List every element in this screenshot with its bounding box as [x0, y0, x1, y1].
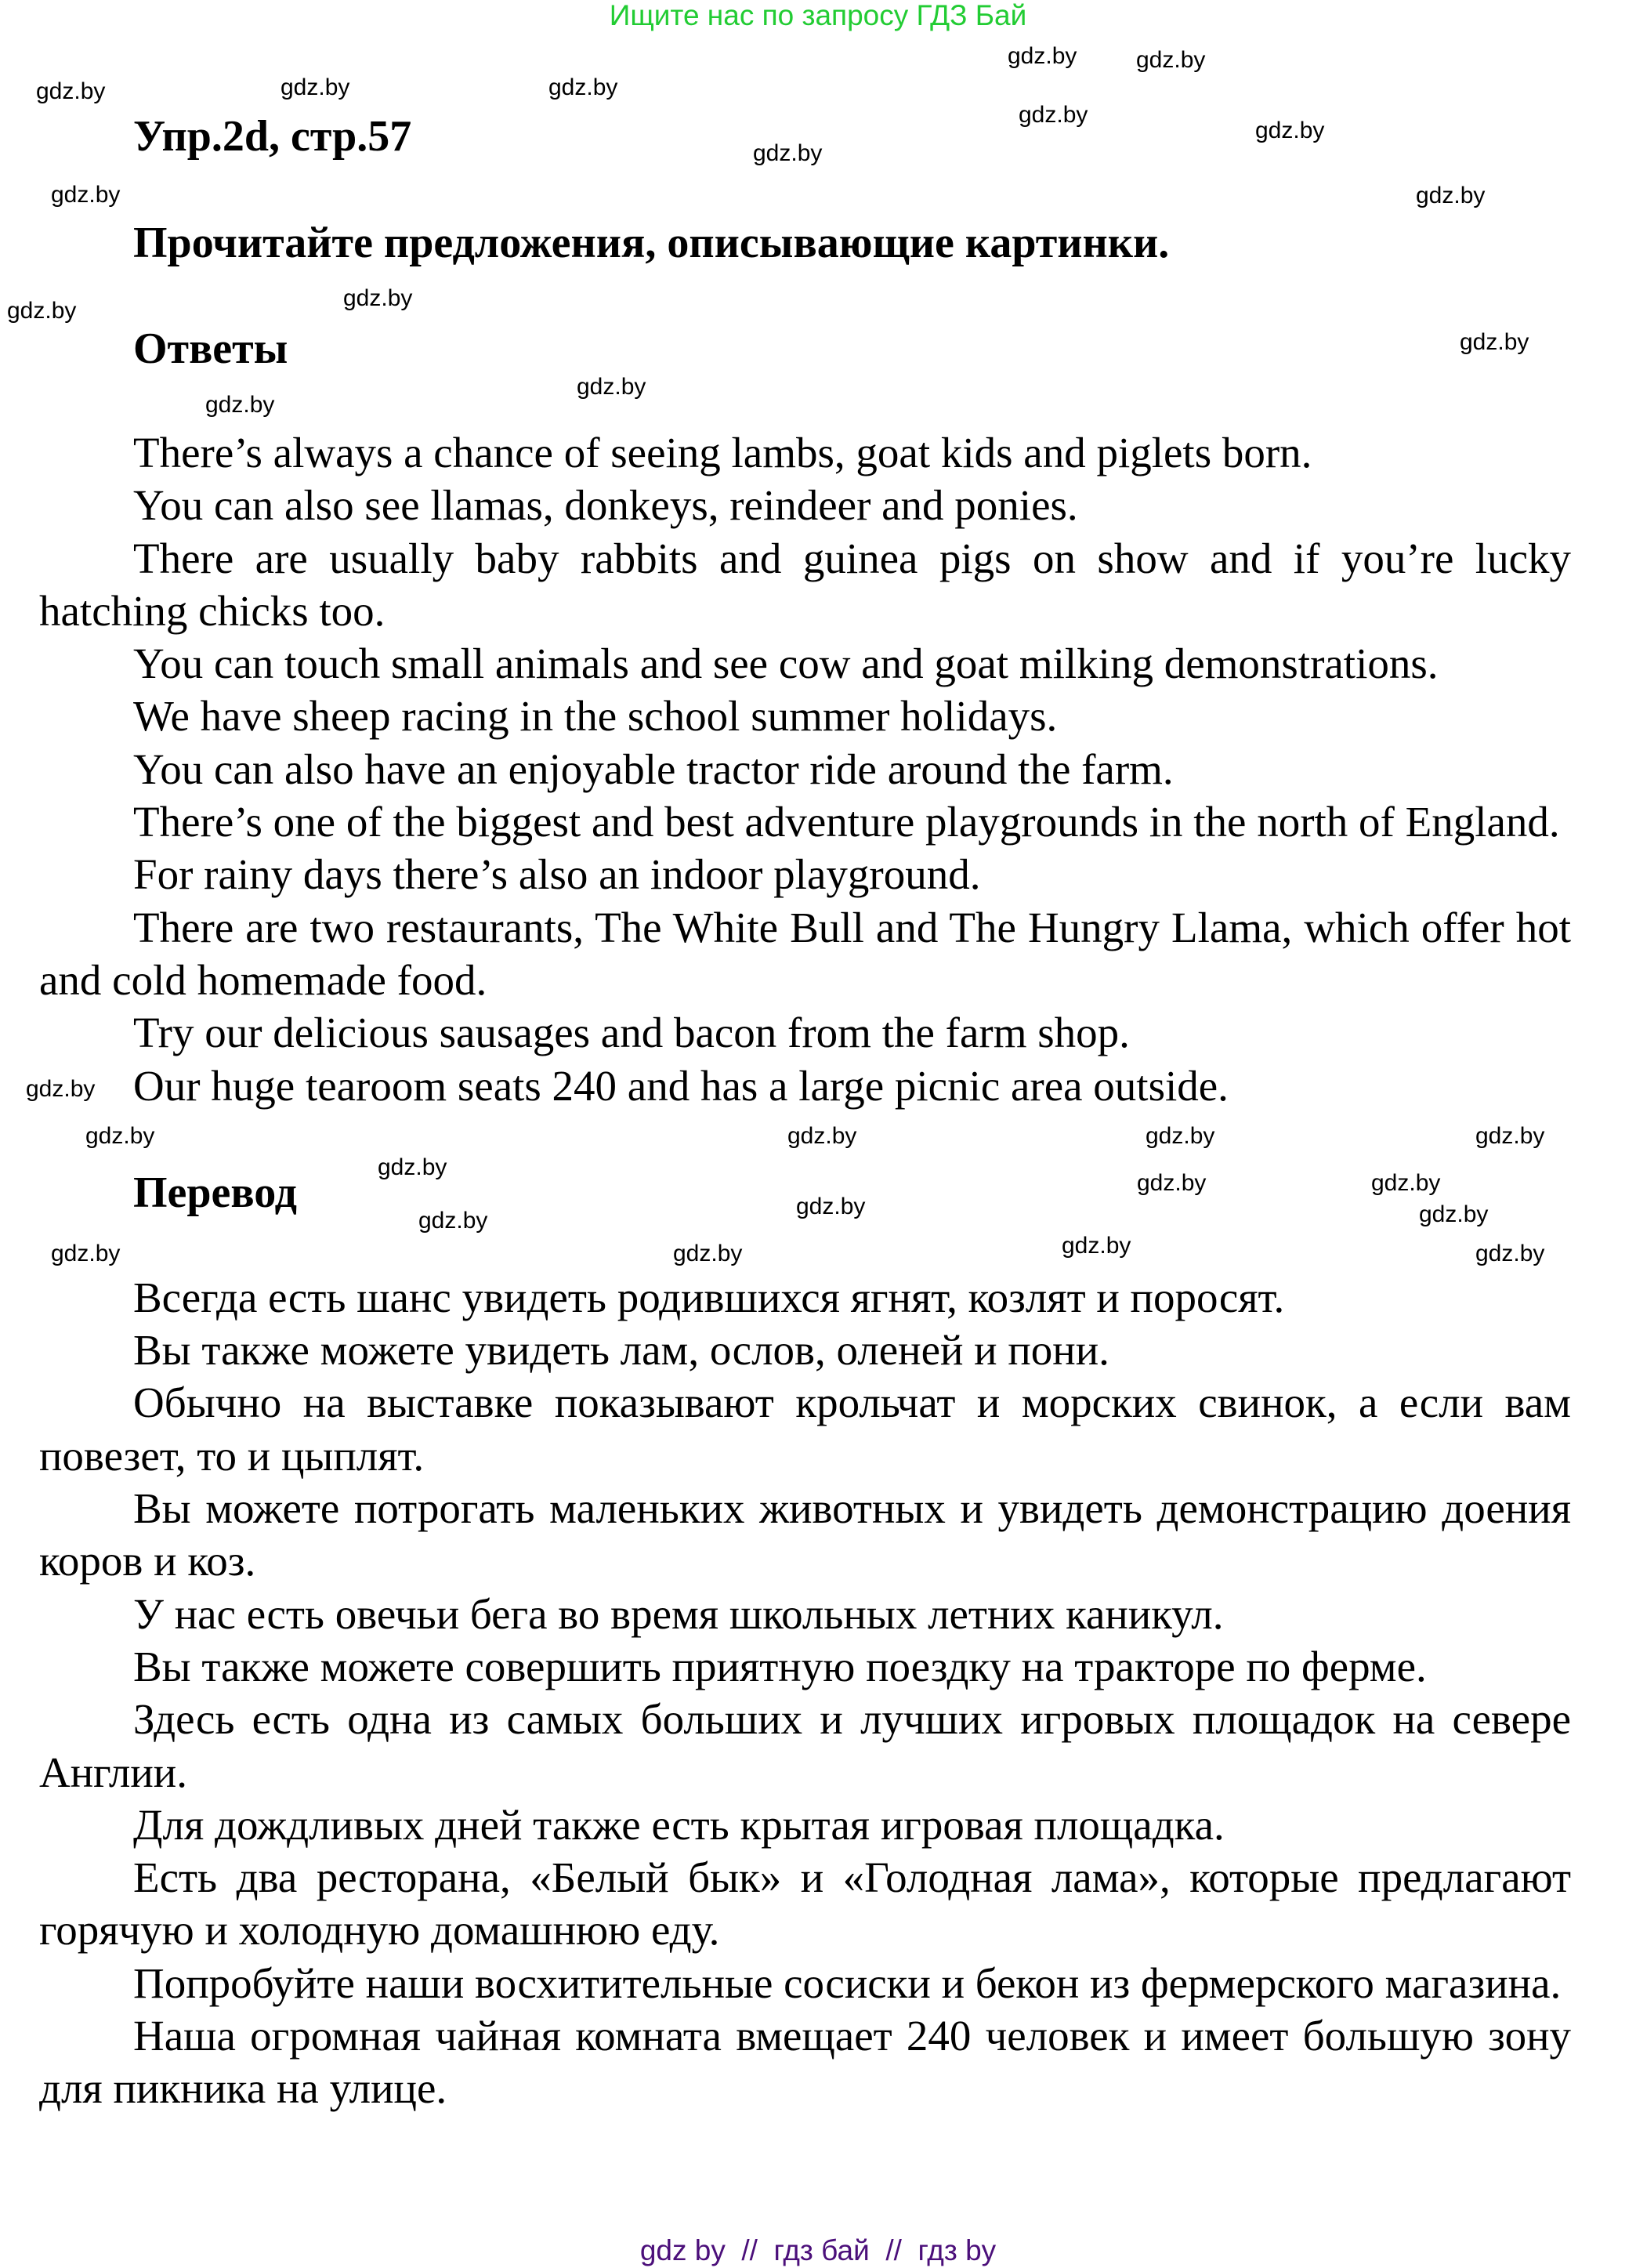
task-text: Прочитайте предложения, описывающие картинки.	[133, 219, 1170, 267]
watermark: gdz.by	[787, 1122, 857, 1149]
watermark: gdz.by	[51, 1240, 121, 1266]
translation-line: Есть два ресторана, «Белый бык» и «Голодная лама», которые предлагают горячую и холодную домашнюю еду.	[39, 1853, 1571, 1955]
translation-line: Наша огромная чайная комната вмещает 240 человек и имеет большую зону для пикника на улице.	[39, 2012, 1571, 2113]
watermark: gdz.by	[378, 1154, 447, 1180]
answers-heading: Ответы	[133, 324, 288, 373]
watermark: gdz.by	[1137, 1169, 1207, 1196]
translation-block	[39, 1271, 1571, 2115]
watermark: gdz.by	[51, 182, 121, 208]
answer-line: You can also see llamas, donkeys, reindeer and ponies.	[133, 481, 1078, 530]
answers-block	[39, 426, 1571, 1112]
watermark: gdz.by	[1475, 1122, 1545, 1149]
exercise-title: Упр.2d, стр.57	[133, 112, 412, 161]
content-flow	[0, 111, 1636, 2115]
watermark: gdz.by	[1146, 1122, 1215, 1149]
footer-links: gdz by // гдз бай // гдз by	[639, 2234, 997, 2266]
watermark: gdz.by	[26, 1075, 96, 1102]
answer-line: There’s one of the biggest and best adventure playgrounds in the north of England.	[133, 798, 1560, 846]
watermark: gdz.by	[1136, 47, 1206, 73]
answer-line: We have sheep racing in the school summer holidays.	[133, 692, 1058, 741]
watermark: gdz.by	[418, 1207, 488, 1234]
translation-heading: Перевод	[133, 1168, 297, 1217]
answer-line: There are two restaurants, The White Bull and The Hungry Llama, which offer hot and cold homemade food.	[39, 903, 1571, 1004]
answer-line: You can also have an enjoyable tractor ride around the farm.	[133, 745, 1174, 793]
watermark: gdz.by	[281, 74, 350, 100]
answer-line: You can touch small animals and see cow and goat milking demonstrations.	[133, 639, 1439, 688]
watermark: gdz.by	[1475, 1240, 1545, 1266]
watermark: gdz.by	[548, 74, 618, 100]
translation-line: Вы можете потрогать маленьких животных и увидеть демонстрацию доения коров и коз.	[39, 1484, 1571, 1585]
watermark: gdz.by	[205, 392, 275, 418]
answer-line: Our huge tearoom seats 240 and has a large picnic area outside.	[133, 1061, 1229, 1110]
translation-line: Здесь есть одна из самых больших и лучших игровых площадок на севере Англии.	[39, 1695, 1571, 1796]
watermark: gdz.by	[577, 374, 646, 400]
watermark: gdz.by	[1008, 43, 1077, 69]
answer-line: There’s always a chance of seeing lambs, goat kids and piglets born.	[133, 429, 1312, 476]
watermark: gdz.by	[1062, 1232, 1131, 1259]
answer-line: For rainy days there’s also an indoor playground.	[133, 850, 981, 899]
watermark: gdz.by	[7, 298, 77, 324]
watermark: gdz.by	[796, 1193, 866, 1219]
watermark: gdz.by	[36, 78, 106, 104]
answer-line: There are usually baby rabbits and guinea pigs on show and if you’re lucky hatching chicks too.	[39, 534, 1571, 635]
watermark: gdz.by	[1019, 102, 1088, 128]
watermark: gdz.by	[1371, 1169, 1441, 1196]
translation-line: Вы также можете увидеть лам, ослов, оленей и пони.	[133, 1326, 1109, 1375]
translation-line: Попробуйте наши восхитительные сосиски и бекон из фермерского магазина.	[133, 1958, 1562, 2007]
watermark: gdz.by	[1460, 329, 1529, 355]
answer-line: Try our delicious sausages and bacon from the farm shop.	[133, 1009, 1130, 1057]
watermark: gdz.by	[85, 1122, 155, 1149]
search-banner: Ищите нас по запросу ГДЗ Бай	[609, 0, 1027, 31]
watermark: gdz.by	[1416, 183, 1486, 208]
watermark: gdz.by	[753, 140, 823, 166]
translation-line: Вы также можете совершить приятную поездку на тракторе по ферме.	[133, 1642, 1427, 1690]
watermark: gdz.by	[1255, 118, 1325, 143]
watermark: gdz.by	[1419, 1201, 1489, 1227]
watermark: gdz.by	[673, 1240, 743, 1266]
watermark: gdz.by	[343, 285, 413, 311]
translation-line: Обычно на выставке показывают крольчат и морских свинок, а если вам повезет, то и цыплят.	[39, 1379, 1571, 1480]
translation-line: Для дождливых дней также есть крытая игровая площадка.	[133, 1800, 1225, 1849]
translation-line: Всегда есть шанс увидеть родившихся ягнят, козлят и поросят.	[133, 1273, 1285, 1321]
translation-line: У нас есть овечьи бега во время школьных летних каникул.	[133, 1589, 1224, 1638]
